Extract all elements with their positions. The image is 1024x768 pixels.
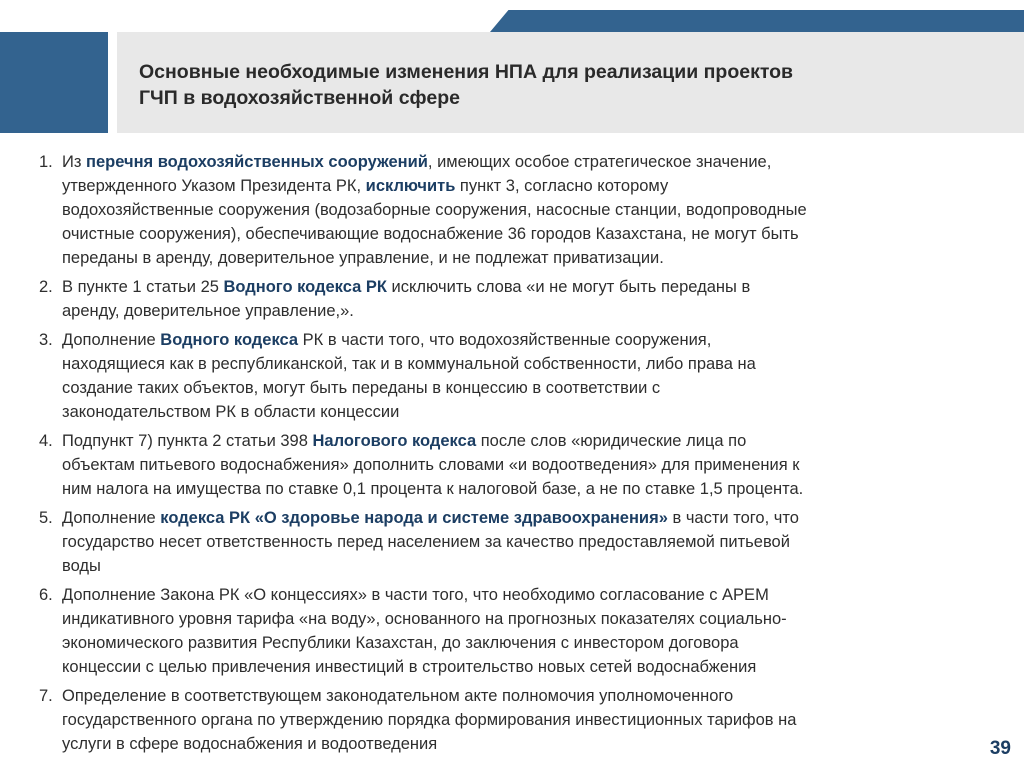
list-item-7 — [39, 684, 989, 756]
list-item-text: Из перечня водохозяйственных сооружений, имеющих особое стратегическое значение, утвержденного Указом Президента РК, исключить пункт 3, согласно которому водохозяйственные сооружения (водозаборные сооружения, насосные станции, водопроводные очистные сооружения), обеспечивающие водоснабжение 36 городов Казахстана, не могут быть переданы в аренду, доверительное управление, и не подлежат приватизации. — [62, 153, 807, 267]
list-item-text: Дополнение Водного кодекса РК в части того, что водохозяйственные сооружения, находящиеся как в республиканской, так и в коммунальной собственности, либо права на создание таких объектов, могут быть переданы в концессию в соответствии с законодательством РК в области концессии — [62, 331, 756, 421]
list-item-number: 5. — [39, 509, 53, 527]
list-item-2 — [39, 275, 989, 323]
list-item-number: 1. — [39, 153, 53, 171]
list-item-1 — [39, 150, 989, 270]
list-item-4 — [39, 429, 989, 501]
header-blue-block — [0, 32, 108, 133]
page-title-line-2: ГЧП в водохозяйственной сфере — [139, 87, 460, 109]
title-box — [117, 32, 1024, 133]
list-item-number: 2. — [39, 278, 53, 296]
list-item-text: Подпункт 7) пункта 2 статьи 398 Налогового кодекса после слов «юридические лица по объектам питьевого водоснабжения» дополнить словами «и водоотведения» для применения к ним налога на имущества по ставке 0,1 процента к налоговой базе, а не по ставке 1,5 процента. — [62, 432, 804, 498]
list-item-number: 3. — [39, 331, 53, 349]
list-item-5 — [39, 506, 989, 578]
list-item-text: Дополнение Закона РК «О концессиях» в части того, что необходимо согласование с АРЕМ индикативного уровня тарифа «на воду», основанного на прогнозных показателях социально- экономического развития Республики Казахстан, до заключения с инвестором договора концессии с целью привлечения инвестиций в строительство новых сетей водоснабжения — [62, 586, 787, 676]
content-list — [39, 150, 989, 761]
list-item-number: 4. — [39, 432, 53, 450]
list-item-text: Определение в соответствующем законодательном акте полномочия уполномоченного государственного органа по утверждению порядка формирования инвестиционных тарифов на услуги в сфере водоснабжения и водоотведения — [62, 687, 797, 753]
header-accent-band — [490, 10, 1024, 32]
list-item-number: 6. — [39, 586, 53, 604]
list-item-text: В пункте 1 статьи 25 Водного кодекса РК исключить слова «и не могут быть переданы в аренду, доверительное управление,». — [62, 278, 751, 320]
list-item-6 — [39, 583, 989, 679]
list-item-3 — [39, 328, 989, 424]
page-number: 39 — [989, 738, 1011, 759]
list-item-number: 7. — [39, 687, 53, 705]
list-item-text: Дополнение кодекса РК «О здоровье народа и системе здравоохранения» в части того, что государство несет ответственность перед населением за качество предоставляемой питьевой воды — [62, 509, 799, 575]
page-title-line-1: Основные необходимые изменения НПА для реализации проектов — [139, 61, 794, 83]
